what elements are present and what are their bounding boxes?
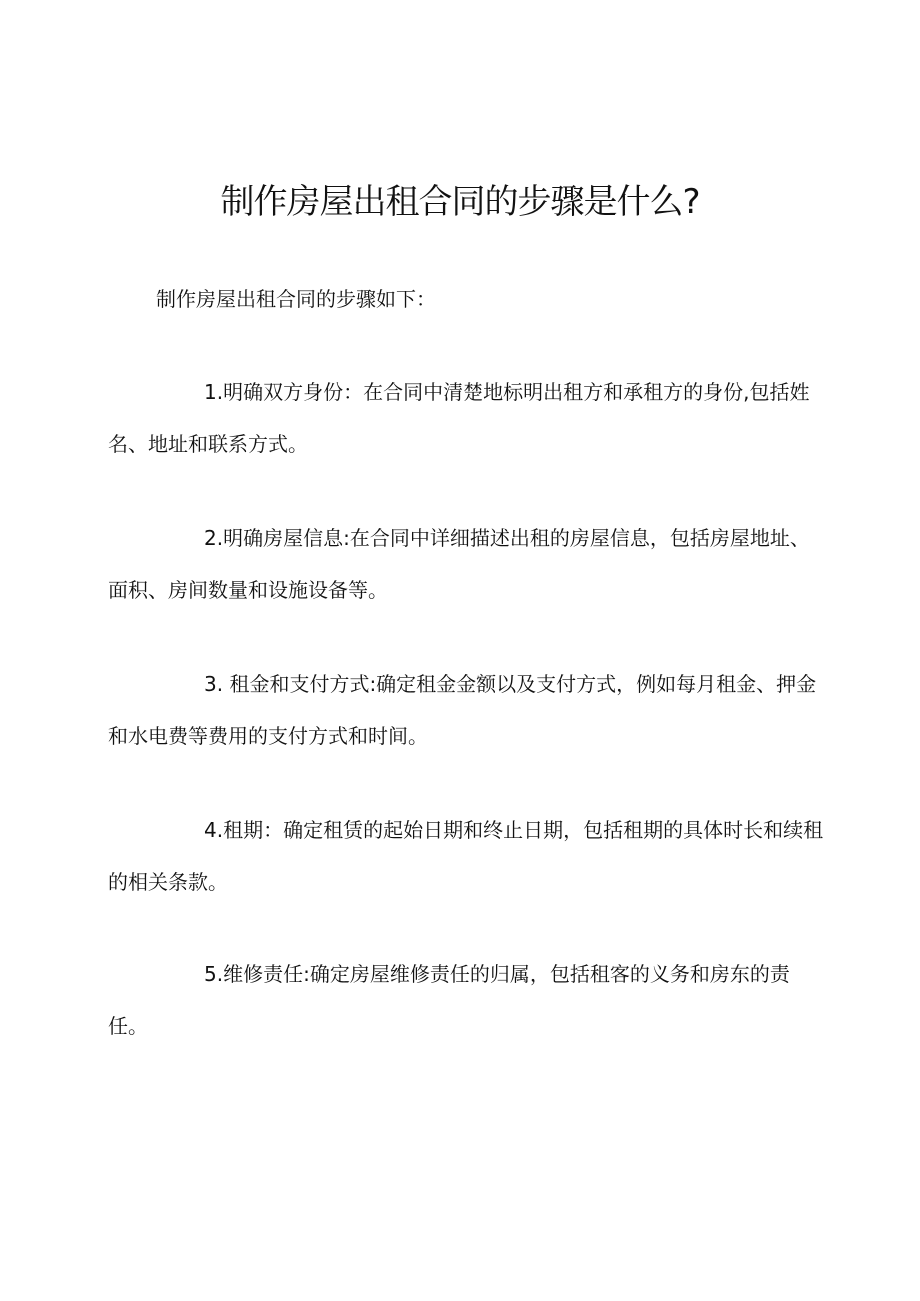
step-item-5 xyxy=(108,948,828,1052)
document-title: 制作房屋出租合同的步骤是什么? xyxy=(220,182,700,222)
step-text: .明确房屋信息:在合同中详细描述出租的房屋信息，包括房屋地址、面积、房间数量和设施设备等。 xyxy=(108,526,810,602)
step-text: .维修责任:确定房屋维修责任的归属，包括租客的义务和房东的责任。 xyxy=(108,962,790,1038)
step-number: 3 xyxy=(204,672,217,696)
step-text: .租期：确定租赁的起始日期和终止日期，包括租期的具体时长和续租的相关条款。 xyxy=(108,818,824,894)
step-text: .明确双方身份：在合同中清楚地标明出租方和承租方的身份,包括姓名、地址和联系方式。 xyxy=(108,380,810,456)
step-item-1 xyxy=(108,366,828,470)
step-item-2 xyxy=(108,512,828,616)
step-text: . 租金和支付方式:确定租金金额以及支付方式，例如每月租金、押金和水电费等费用的支付方式和时间。 xyxy=(108,672,817,748)
step-item-3 xyxy=(108,658,828,762)
step-number: 4 xyxy=(204,818,217,842)
step-item-4 xyxy=(108,804,828,908)
step-number: 5 xyxy=(204,962,217,986)
step-number: 2 xyxy=(204,526,217,550)
intro-paragraph: 制作房屋出租合同的步骤如下： xyxy=(156,287,436,311)
step-number: 1 xyxy=(204,380,217,404)
